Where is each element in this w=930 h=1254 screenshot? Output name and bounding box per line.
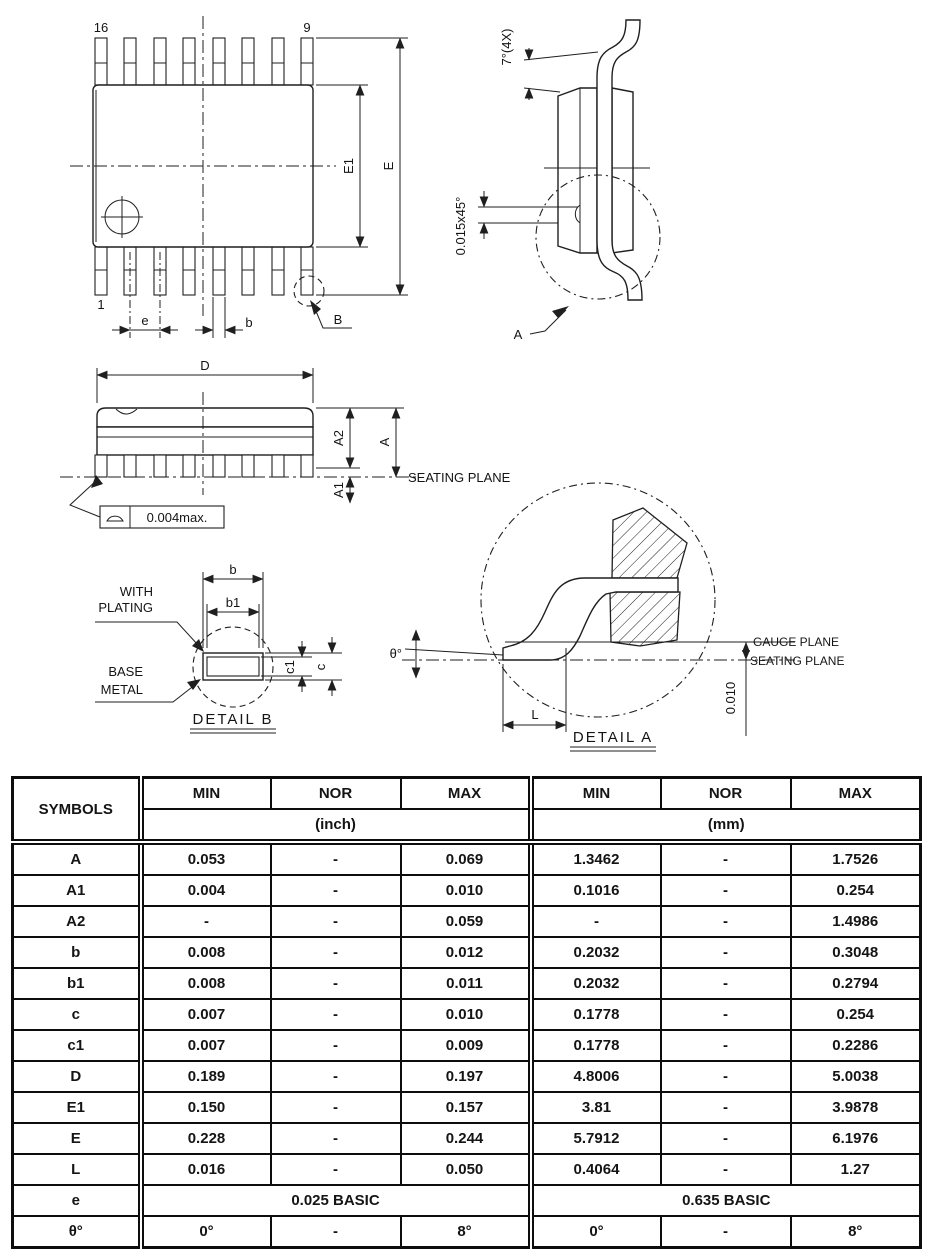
- dim-label-D: D: [200, 358, 210, 373]
- base-metal-label: [95, 664, 201, 702]
- table-row: A2 - - 0.059 - - 1.4986: [13, 906, 921, 937]
- detail-b-view: [95, 562, 342, 733]
- flatness-flag: [70, 475, 224, 528]
- col-header-nor-inch: NOR: [271, 778, 401, 810]
- table-row-e-basic: e 0.025 BASIC 0.635 BASIC: [13, 1185, 921, 1216]
- dimension-E1: [316, 85, 368, 247]
- dim-label-offset: 0.010: [723, 681, 738, 715]
- body-section-upper: [612, 508, 687, 578]
- dimension-table: [11, 776, 922, 1249]
- table-row: b 0.008 - 0.012 0.2032 - 0.3048: [13, 937, 921, 968]
- flatness-note: 0.004max.: [146, 510, 208, 525]
- pin-number-1: 1: [97, 297, 105, 312]
- dim-label-c1: c1: [282, 660, 297, 674]
- detail-a-title: [570, 729, 656, 751]
- detail-b-title: [190, 711, 276, 733]
- gauge-plane-label: GAUGE PLANE: [753, 635, 840, 649]
- table-row: L 0.016 - 0.050 0.4064 - 1.27: [13, 1154, 921, 1185]
- svg-text:BASE: BASE: [108, 664, 143, 679]
- table-units-row: [13, 809, 921, 842]
- e-basic-mm-cell: 0.635 BASIC: [531, 1185, 921, 1216]
- col-header-max-mm: MAX: [791, 778, 921, 810]
- dim-label-A: A: [377, 437, 392, 447]
- table-row: c 0.007 - 0.010 0.1778 - 0.254: [13, 999, 921, 1030]
- dimension-A: [377, 408, 396, 477]
- table-row: θ° 0° - 8° 0° - 8°: [13, 1216, 921, 1248]
- seating-plane-label: SEATING PLANE: [408, 470, 511, 485]
- unit-inch-cell: (inch): [141, 809, 531, 842]
- table-row: A 0.053 - 0.069 1.3462 - 1.7526: [13, 842, 921, 875]
- svg-text:PLATING: PLATING: [98, 600, 153, 615]
- table-row: E 0.228 - 0.244 5.7912 - 6.1976: [13, 1123, 921, 1154]
- dim-label-b: b: [245, 315, 253, 330]
- dim-label-c: c: [313, 663, 328, 671]
- side-view-leads: [95, 455, 313, 477]
- symbols-header-cell: SYMBOLS: [13, 778, 141, 843]
- svg-text:DETAIL B: DETAIL B: [192, 711, 274, 728]
- dimension-b-top: [195, 297, 253, 338]
- e-basic-inch-cell: 0.025 BASIC: [141, 1185, 531, 1216]
- end-view: [453, 20, 660, 342]
- dimension-A1: [331, 477, 350, 503]
- table-header-row: [13, 778, 921, 810]
- svg-text:METAL: METAL: [100, 682, 143, 697]
- table-row: b1 0.008 - 0.011 0.2032 - 0.2794: [13, 968, 921, 999]
- unit-mm-cell: (mm): [531, 809, 921, 842]
- dim-label-theta: θ°: [389, 646, 402, 661]
- table-row: D 0.189 - 0.197 4.8006 - 5.0038: [13, 1061, 921, 1092]
- pin-array-top: [95, 38, 313, 85]
- with-plating-label: [95, 584, 204, 652]
- dimension-theta: [390, 630, 503, 678]
- pin-number-16: 16: [93, 20, 109, 35]
- dim-label-E1: E1: [341, 158, 356, 174]
- svg-text:WITH: WITH: [119, 584, 153, 599]
- side-view: [60, 358, 511, 528]
- table-row: A1 0.004 - 0.010 0.1016 - 0.254: [13, 875, 921, 906]
- dim-label-A2: A2: [331, 430, 346, 446]
- table-row: E1 0.150 - 0.157 3.81 - 3.9878: [13, 1092, 921, 1123]
- svg-text:DETAIL A: DETAIL A: [572, 729, 654, 746]
- col-header-min-inch: MIN: [141, 778, 271, 810]
- detail-ref-A: A: [513, 327, 523, 342]
- pin-number-9: 9: [303, 20, 311, 35]
- chamfer-label: 0.015x45°: [453, 196, 468, 256]
- dim-label-A1: A1: [331, 482, 346, 498]
- dim-label-E: E: [381, 161, 396, 171]
- detail-a-view: [390, 483, 845, 751]
- table-row: c1 0.007 - 0.009 0.1778 - 0.2286: [13, 1030, 921, 1061]
- col-header-nor-mm: NOR: [661, 778, 791, 810]
- dim-label-b-detail: b: [229, 562, 237, 577]
- dimension-c: [265, 637, 342, 696]
- detail-a-seating-plane-label: SEATING PLANE: [750, 654, 845, 668]
- col-header-max-inch: MAX: [401, 778, 531, 810]
- dim-label-e: e: [141, 313, 149, 328]
- col-header-min-mm: MIN: [531, 778, 661, 810]
- dim-label-b1: b1: [225, 595, 241, 610]
- dimension-D: [97, 358, 313, 403]
- draft-angle-label: 7°(4X): [499, 28, 514, 66]
- lead-cross-section-base: [207, 657, 259, 676]
- side-view-body: [60, 392, 420, 495]
- dimension-b1: [207, 595, 259, 648]
- pin-array-bottom: [95, 247, 313, 295]
- dimension-gauge-offset: [723, 642, 750, 736]
- dimension-e: [112, 252, 178, 338]
- dim-label-L: L: [531, 707, 539, 722]
- top-view: [70, 16, 408, 338]
- detail-a-callout: [514, 306, 569, 342]
- body-section-lower: [610, 592, 680, 646]
- detail-ref-B: B: [333, 312, 343, 327]
